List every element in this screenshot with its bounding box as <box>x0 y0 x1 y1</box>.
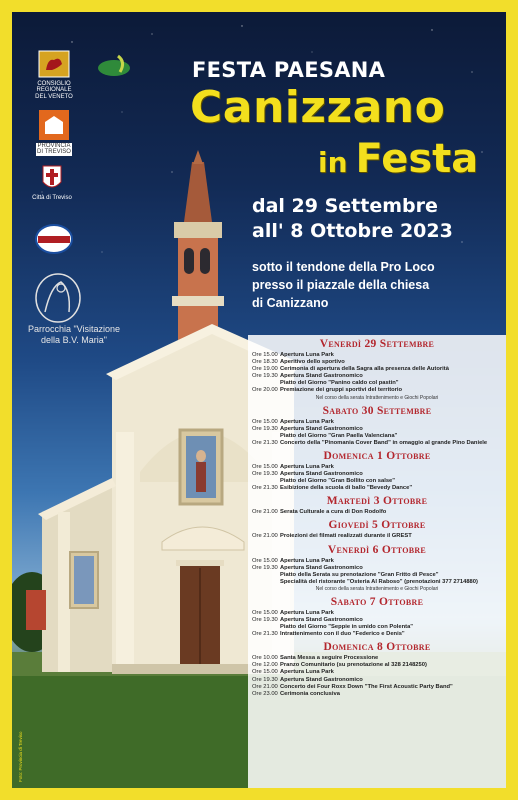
event-row <box>248 610 506 617</box>
event-text: Serata Culturale a cura di Don Rodolfo <box>280 509 387 516</box>
event-row <box>248 478 506 485</box>
event-text: Apertura Stand Gastronomico <box>280 564 363 571</box>
photo-credit: Foto: Provincia di Treviso <box>18 731 23 782</box>
event-text: Santa Messa a seguire Processione <box>280 655 379 662</box>
day-heading: Domenica 1 Ottobre <box>323 449 431 462</box>
event-row <box>248 572 506 579</box>
proloco-badge-icon <box>35 224 73 254</box>
event-text: Proiezioni dei filmati realizzati durante il GREST <box>280 533 412 540</box>
event-row <box>248 380 506 387</box>
event-row <box>248 662 506 669</box>
event-time: Ore 10.00 <box>252 655 278 662</box>
event-text: Apertura Stand Gastronomico <box>280 676 363 683</box>
event-time <box>248 572 280 579</box>
event-note: Nel corso della serata Intrattenimento e Giochi Popolari <box>315 585 439 592</box>
event-time: Ore 21.30 <box>252 439 278 446</box>
event-row <box>248 419 506 426</box>
event-time: Ore 19.30 <box>252 373 278 380</box>
event-row <box>248 485 506 492</box>
event-time: Ore 21.30 <box>252 485 278 492</box>
event-time: Ore 19.30 <box>252 676 278 683</box>
title-in: in <box>318 146 348 179</box>
event-row <box>248 426 506 433</box>
venue <box>252 258 435 312</box>
lion-icon <box>38 50 70 78</box>
event-row <box>248 579 506 586</box>
event-time: Ore 21.30 <box>252 631 278 638</box>
event-time <box>248 624 280 631</box>
title-festa: Festa <box>355 136 479 182</box>
event-row <box>248 669 506 676</box>
event-time: Ore 19.00 <box>252 366 278 373</box>
event-row <box>248 433 506 440</box>
event-time: Ore 15.00 <box>252 609 278 616</box>
event-row <box>248 366 506 373</box>
event-time: Ore 19.30 <box>252 564 278 571</box>
event-text: Apertura Luna Park <box>280 463 334 470</box>
event-text: Aperitivo dello sportivo <box>280 359 345 366</box>
provincia-label: PROVINCIA DI TREVISO <box>37 142 71 156</box>
parrocchia-name: Parrocchia "Visitazione della B.V. Maria" <box>27 324 121 345</box>
event-text: Apertura Stand Gastronomico <box>280 425 363 432</box>
event-row <box>248 691 506 698</box>
event-time: Ore 15.00 <box>252 463 278 470</box>
event-text: Apertura Luna Park <box>280 557 334 564</box>
event-time: Ore 19.30 <box>252 425 278 432</box>
event-text: Cerimonia conclusiva <box>280 690 340 697</box>
event-text: Piatto del Giorno "Seppie in umido con Polenta" <box>280 624 414 631</box>
venue-line-1: sotto il tendone della Pro Loco <box>252 260 435 274</box>
event-text: Apertura Stand Gastronomico <box>280 373 363 380</box>
event-row <box>248 677 506 684</box>
event-row <box>248 471 506 478</box>
event-time: Ore 15.00 <box>252 418 278 425</box>
venue-line-3: di Canizzano <box>252 296 329 310</box>
event-row <box>248 387 506 394</box>
title-canizzano: Canizzano <box>190 82 446 133</box>
event-time: Ore 15.00 <box>252 352 278 358</box>
regione-veneto-logo <box>34 50 74 100</box>
event-text: Specialità del ristorante "Osteria Al Raboso" (prenotazioni 377 2714880) <box>280 578 478 585</box>
event-text: Apertura Luna Park <box>280 418 334 425</box>
citta-treviso-logo <box>30 164 74 201</box>
event-time: Ore 19.30 <box>252 616 278 623</box>
event-row <box>248 464 506 471</box>
event-text: Pranzo Comunitario (su prenotazione al 328 2148250) <box>280 662 427 669</box>
event-text: Apertura Stand Gastronomico <box>280 616 363 623</box>
event-time: Ore 21.00 <box>252 683 278 690</box>
event-row <box>248 684 506 691</box>
day-heading: Venerdì 29 Settembre <box>319 338 435 350</box>
event-row <box>248 533 506 540</box>
title-in-festa <box>318 136 478 182</box>
event-row <box>248 655 506 662</box>
event-text: Piatto della Serata su prenotazione "Gran Fritto di Pesce" <box>280 571 439 578</box>
event-text: Concerto della "Pinomania Cover Band" in omaggio al grande Pino Daniele <box>280 439 488 446</box>
event-time: Ore 21.00 <box>252 509 278 516</box>
citta-treviso-label: Città di Treviso <box>32 194 72 201</box>
event-text: Premiazione dei gruppi sportivi del territorio <box>280 387 403 394</box>
event-text: Piatto del Giorno "Panino caldo col pastin" <box>280 380 399 387</box>
event-time <box>248 433 280 440</box>
event-text: Concerto dei Four Roxx Down "The First Acoustic Party Band" <box>280 683 453 690</box>
festa-paesana-heading: FESTA PAESANA <box>192 58 386 82</box>
event-time <box>248 579 280 586</box>
event-text: Apertura Luna Park <box>280 669 334 676</box>
event-text: Piatto del Giorno "Gran Paella Valenciana" <box>280 432 398 439</box>
event-text: Apertura Luna Park <box>280 352 334 358</box>
event-time: Ore 21.00 <box>252 533 278 540</box>
day-heading: Domenica 8 Ottobre <box>323 641 431 654</box>
event-note: Nel corso della serata Intrattenimento e Giochi Popolari <box>315 394 439 401</box>
event-time: Ore 15.00 <box>252 669 278 676</box>
event-row <box>248 352 506 359</box>
event-text: Esibizione della scuola di ballo "Bevedy Dance" <box>280 485 413 492</box>
event-time <box>248 478 280 485</box>
event-time: Ore 20.00 <box>252 387 278 394</box>
proloco-canizzano-logo <box>34 224 74 257</box>
event-time: Ore 15.00 <box>252 557 278 564</box>
day-heading: Sabato 30 Settembre <box>322 404 432 417</box>
event-row <box>248 565 506 572</box>
event-row <box>248 440 506 447</box>
event-row <box>248 359 506 366</box>
leaf-icon <box>96 52 142 78</box>
date-line-2: all' 8 Ottobre 2023 <box>252 220 453 242</box>
event-row <box>248 624 506 631</box>
event-time <box>248 380 280 387</box>
event-text: Cerimonia di apertura della Sagra alla presenza delle Autorità <box>280 366 449 373</box>
treviso-crest-icon <box>41 164 63 192</box>
event-time: Ore 19.30 <box>252 471 278 478</box>
date-range <box>252 194 453 244</box>
date-line-1: dal 29 Settembre <box>252 195 438 217</box>
event-time: Ore 23.00 <box>252 690 278 697</box>
day-heading: Sabato 7 Ottobre <box>330 595 424 608</box>
day-heading: Venerdì 6 Ottobre <box>327 543 427 556</box>
event-time: Ore 18.30 <box>252 359 278 366</box>
event-text: Intrattenimento con il duo "Federico e Denis" <box>280 631 405 638</box>
poster <box>12 12 506 788</box>
provincia-shield-icon <box>39 110 69 140</box>
proloco-green-logo <box>96 52 142 81</box>
day-heading: Giovedì 5 Ottobre <box>328 519 426 532</box>
event-text: Apertura Stand Gastronomico <box>280 471 363 478</box>
program-panel <box>248 335 506 788</box>
provincia-logo <box>36 110 72 156</box>
day-heading: Martedì 3 Ottobre <box>326 495 428 508</box>
event-row <box>248 617 506 624</box>
regione-veneto-label: CONSIGLIO REGIONALE DEL VENETO <box>35 80 73 100</box>
event-row <box>248 509 506 516</box>
event-row <box>248 631 506 638</box>
event-text: Piatto del Giorno "Gran Bollito con salse" <box>280 478 396 485</box>
event-row <box>248 558 506 565</box>
event-time: Ore 12.00 <box>252 662 278 669</box>
venue-line-2: presso il piazzale della chiesa <box>252 278 430 292</box>
parrocchia-logo <box>30 272 86 327</box>
event-row <box>248 373 506 380</box>
madonna-icon <box>31 272 85 324</box>
event-text: Apertura Luna Park <box>280 609 334 616</box>
